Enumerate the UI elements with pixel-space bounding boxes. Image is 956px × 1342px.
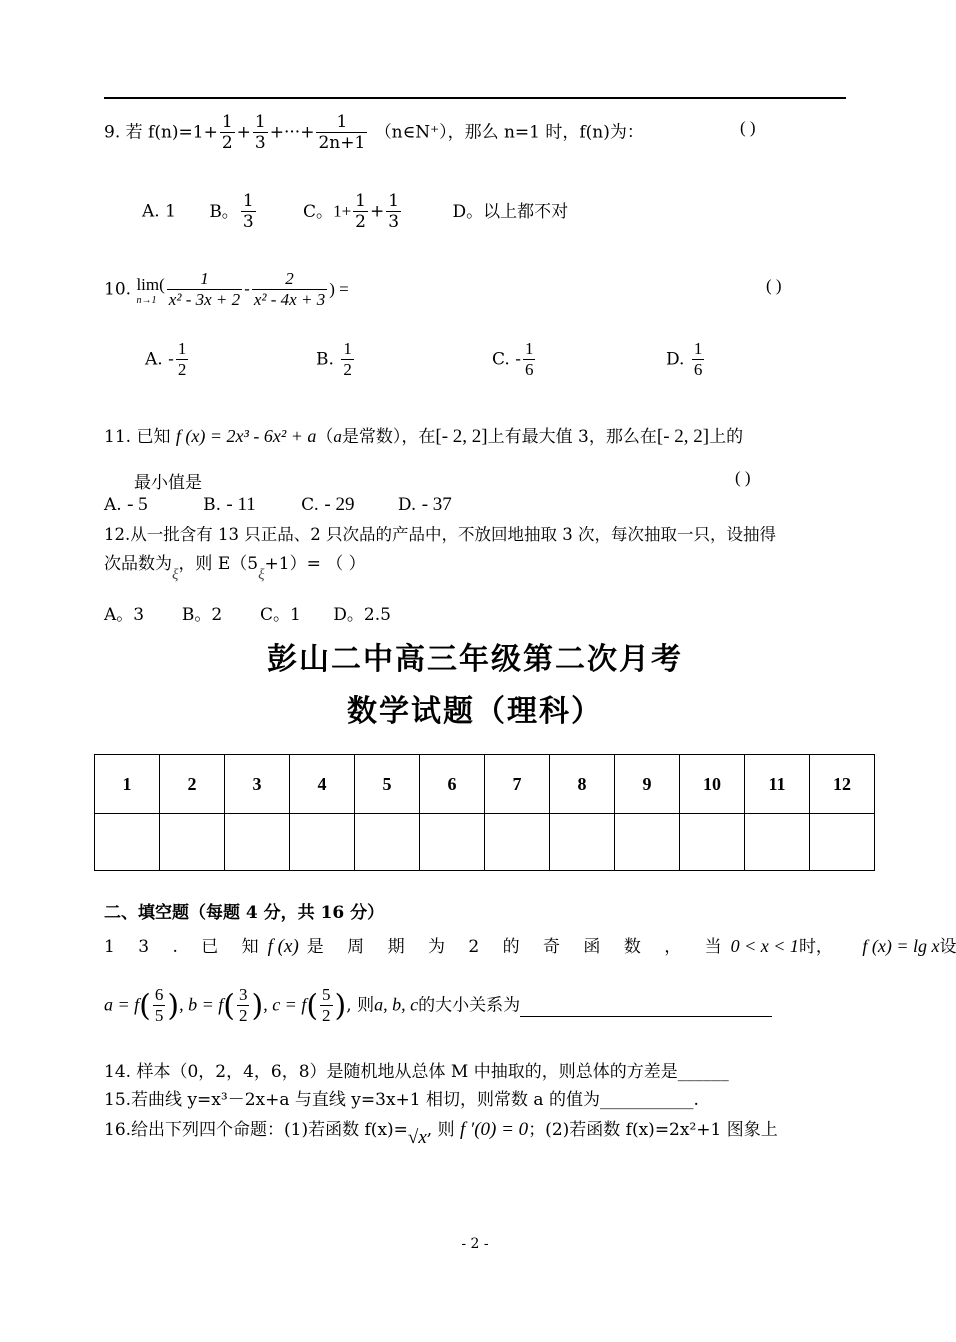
q13-line-2: a = f( $\frac{6}{5}$ ), b = f( $\frac{3}{2}$ ), c = f( $\frac{5}{2}$ ), 则a, b, c的大小关系为 — [104, 986, 772, 1026]
page-number: - 2 - — [461, 1236, 489, 1252]
answer-table-header-cell: 8 — [550, 755, 615, 814]
section-2-heading: 二、填空题（每题 4 分，共 16 分） — [104, 903, 385, 923]
answer-table-answer-row — [95, 814, 875, 871]
q9-option-a: A. 1 — [142, 201, 176, 222]
q10-limit: lim( n→1 — [136, 274, 165, 306]
q9-frac-2: $\frac{1}{3}$ — [254, 112, 266, 153]
answer-cell[interactable] — [95, 814, 160, 871]
question-11: 11. 已知 f (x) = 2x³ - 6x² + a（a是常数），在[- 2, 2]上有最大值 3，那么在[- 2, 2]上的 — [104, 426, 744, 447]
q11-answer-paren: ( ) — [735, 468, 751, 487]
answer-cell[interactable] — [550, 814, 615, 871]
answer-table-header-cell: 5 — [355, 755, 420, 814]
answer-table-header-cell: 3 — [225, 755, 290, 814]
answer-table-header-cell: 4 — [290, 755, 355, 814]
answer-table-header-cell: 6 — [420, 755, 485, 814]
question-13: 1 3 . 已 知f (x) 是 周 期 为 2 的 奇 函 数 ， 当0 < x < 1时， f (x) = lg x设 — [104, 936, 956, 957]
q9-frac-1: $\frac{1}{2}$ — [221, 112, 233, 153]
q11-options: A. - 5 B. - 11 C. - 29 D. - 37 — [104, 494, 452, 515]
q10-answer-paren: ( ) — [766, 276, 782, 295]
answer-table-header-cell: 12 — [810, 755, 875, 814]
top-rule — [104, 97, 846, 99]
answer-table-header-cell: 1 — [95, 755, 160, 814]
q11-function: f (x) = 2x³ - 6x² + a — [175, 426, 317, 446]
answer-table-header-cell: 11 — [745, 755, 810, 814]
answer-cell[interactable] — [680, 814, 745, 871]
q11-line-2: 最小值是 — [134, 473, 202, 493]
q13-answer-blank[interactable] — [520, 996, 772, 1017]
answer-table-header-cell: 10 — [680, 755, 745, 814]
question-16: 16.给出下列四个命题：(1)若函数 f(x)=√x, 则 f ′(0) = 0；(2)若函数 f(x)=2x²+1 图象上 — [104, 1119, 778, 1148]
exam-subtitle: 数学试题（理科） — [347, 694, 603, 729]
question-14: 14. 样本（0，2，4，6，8）是随机地从总体 M 中抽取的，则总体的方差是______ — [104, 1062, 729, 1082]
q9-frac-3: $\frac{1}{2n+1}$ — [318, 112, 366, 153]
answer-cell[interactable] — [290, 814, 355, 871]
q12-line-1: 12.从一批含有 13 只正品、2 只次品的产品中，不放回地抽取 3 次，每次抽取一只，设抽得 — [104, 525, 776, 544]
q10-frac-1: $\frac{1}{\text{x² - 3x + 2}}$ — [168, 269, 241, 309]
answer-cell[interactable] — [745, 814, 810, 871]
q9-option-b-frac: $\frac{1}{3}$ — [242, 191, 254, 232]
answer-cell[interactable] — [810, 814, 875, 871]
answer-table-header-row — [95, 755, 875, 814]
answer-cell[interactable] — [225, 814, 290, 871]
answer-cell[interactable] — [160, 814, 225, 871]
q12-options: A。3 B。2 C。1 D。2.5 — [104, 605, 391, 625]
q10-option-a: A. - $\frac{1}{2}$ — [145, 339, 187, 379]
q10-frac-2: $\frac{2}{\text{x² - 4x + 3}}$ — [253, 269, 326, 309]
q9-stem: 9. 若 f(n)=1+ — [104, 122, 218, 143]
q10-option-c: C. - $\frac{1}{6}$ — [492, 339, 534, 379]
q10-option-b: B. $\frac{1}{2}$ — [316, 339, 352, 379]
answer-table — [94, 754, 875, 871]
answer-cell[interactable] — [420, 814, 485, 871]
q9-option-c: C。 — [303, 201, 334, 222]
answer-cell[interactable] — [485, 814, 550, 871]
question-15: 15.若曲线 y=x³－2x+a 与直线 y=3x+1 相切，则常数 a 的值为___________. — [104, 1090, 699, 1110]
question-9: 9. 若 f(n)=1+ $\frac{1}{2}$ + $\frac{1}{3}$ +···+ $\frac{1}{2n+1}$ （n∈N⁺），那么 n=1 时，f(n)为： — [104, 112, 644, 153]
q10-option-d: D. $\frac{1}{6}$ — [666, 339, 703, 379]
answer-table-header-cell: 7 — [485, 755, 550, 814]
answer-cell[interactable] — [355, 814, 420, 871]
exam-title: 彭山二中高三年级第二次月考 — [267, 642, 683, 677]
q9-option-d: D。以上都不对 — [452, 201, 569, 222]
q9-condition: （n∈N⁺），那么 n=1 时，f(n)为： — [374, 122, 644, 143]
q12-line-2: 次品数为ξ，则 E（5ξ+1）= （ ） — [104, 554, 366, 583]
question-10: 10. lim( n→1 $\frac{1}{\text{x² - 3x + 2}}$ - $\frac{2}{\text{x² - 4x + 3}}$ ) = — [104, 269, 349, 309]
answer-cell[interactable] — [615, 814, 680, 871]
q9-answer-paren: ( ) — [740, 118, 756, 137]
answer-table-header-cell: 9 — [615, 755, 680, 814]
answer-table-header-cell: 2 — [160, 755, 225, 814]
q11-interval: [- 2, 2] — [435, 426, 488, 447]
q9-option-b: B。 — [209, 201, 239, 222]
q9-options: A. 1 B。 $\frac{1}{3}$ C。1+ $\frac{1}{2}$ + $\frac{1}{3}$ D。以上都不对 — [142, 191, 569, 232]
